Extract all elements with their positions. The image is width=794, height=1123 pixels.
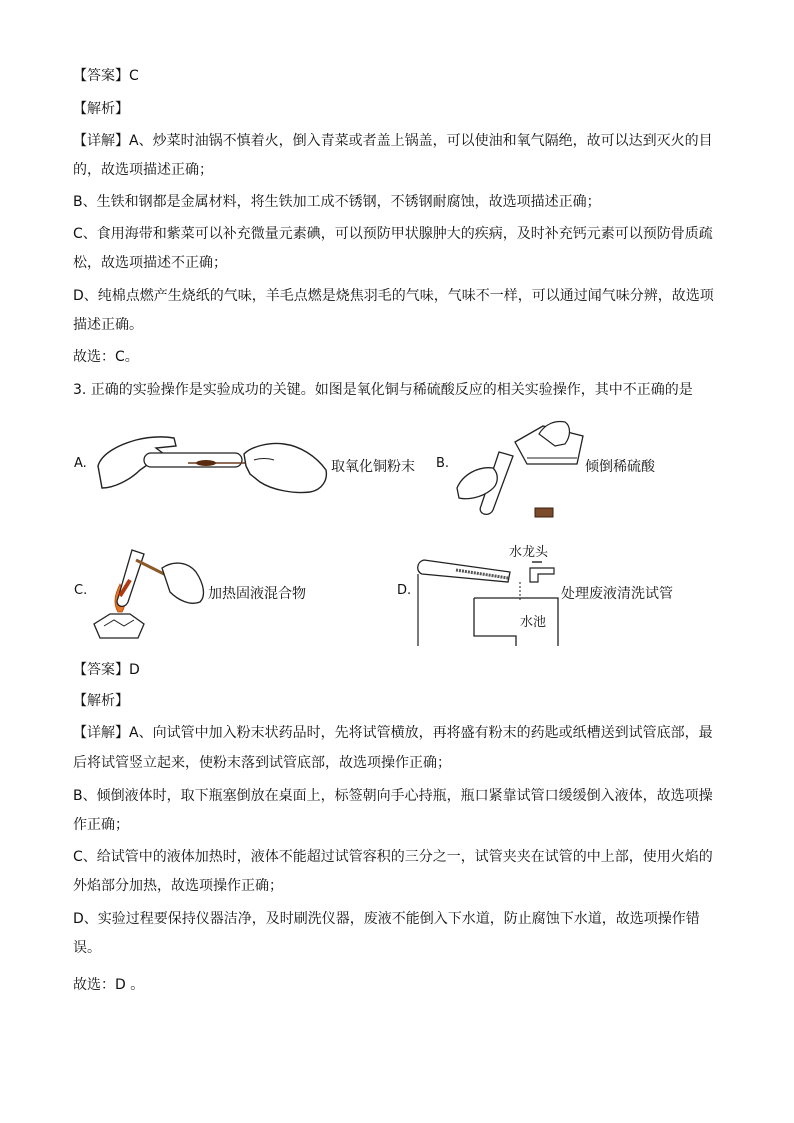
- figure-a-powder-scoop: [94, 430, 330, 496]
- q2-detail-d-line2: 描述正确。: [73, 317, 143, 333]
- option-d-caption: 处理废液清洗试管: [561, 586, 673, 602]
- q3-stem: 3. 正确的实验操作是实验成功的关键。如图是氧化铜与稀硫酸反应的相关实验操作，其中不正确的是: [73, 382, 693, 398]
- right-hand: [244, 443, 326, 492]
- option-c-caption: 加热固液混合物: [208, 586, 306, 602]
- option-b-caption: 倾倒稀硫酸: [585, 459, 655, 475]
- option-b-letter: B.: [436, 456, 450, 471]
- figure-c-heating: [90, 540, 210, 644]
- hand-holding-clamp: [162, 563, 203, 603]
- test-tube-horizontal: [144, 453, 242, 467]
- alcohol-lamp: [94, 614, 144, 638]
- q3-detail-d-line1: D、实验过程要保持仪器洁净，及时刷洗仪器，废液不能倒入下水道，防止腐蚀下水道，故选项操作错: [73, 911, 700, 927]
- q3-answer: 【答案】D: [73, 662, 140, 678]
- q3-detail-c-line1: C、给试管中的液体加热时，液体不能超过试管容积的三分之一，试管夹夹在试管的中上部，使用火焰的: [73, 849, 713, 865]
- q3-detail-d-line2: 误。: [73, 940, 101, 956]
- option-d-letter: D.: [397, 583, 412, 598]
- figure-b-pouring-acid: [455, 414, 585, 524]
- q2-analysis-heading: 【解析】: [73, 101, 129, 117]
- q2-detail-a-line2: 的，故选项描述正确；: [73, 162, 213, 178]
- q2-detail-c-line2: 松，故选项描述不正确；: [73, 255, 227, 271]
- q3-detail-b-line2: 作正确；: [73, 817, 129, 833]
- q3-detail-a-line1: 【详解】A、向试管中加入粉末状药品时，先将试管横放，再将盛有粉末的药匙或纸槽送到试管底部，最: [73, 725, 713, 741]
- q2-detail-a-line1: 【详解】A、炒菜时油锅不慎着火，倒入青菜或者盖上锅盖，可以使油和氧气隔绝，故可以达到灭火的目: [73, 133, 713, 149]
- option-c-letter: C.: [74, 583, 88, 598]
- tap-label: 水龙头: [509, 545, 549, 560]
- q2-detail-b: B、生铁和钢都是金属材料，将生铁加工成不锈钢，不锈钢耐腐蚀，故选项描述正确；: [73, 194, 601, 210]
- option-a-letter: A.: [74, 456, 87, 471]
- q2-answer: 【答案】C: [73, 68, 139, 84]
- q3-detail-a-line2: 后将试管竖立起来，使粉末落到试管底部，故选项操作正确；: [73, 755, 451, 771]
- q3-analysis-heading: 【解析】: [73, 693, 129, 709]
- figure-d-sink: [416, 558, 560, 646]
- heated-test-tube: [117, 550, 144, 606]
- option-a-caption: 取氧化铜粉末: [331, 459, 415, 475]
- q2-choice: 故选：C。: [73, 349, 139, 365]
- q3-choice: 故选：D 。: [73, 977, 145, 993]
- q2-detail-c-line1: C、食用海带和紫菜可以补充微量元素碘，可以预防甲状腺肿大的疾病，及时补充钙元素可以预防骨质疏: [73, 226, 713, 242]
- bottle-stopper: [535, 508, 553, 517]
- sink-label: 水池: [520, 615, 547, 630]
- water-tap: [530, 568, 554, 582]
- q3-detail-b-line1: B、倾倒液体时，取下瓶塞倒放在桌面上，标签朝向手心持瓶，瓶口紧靠试管口缓缓倒入液体，故选项操: [73, 788, 713, 804]
- q3-detail-c-line2: 外焰部分加热，故选项操作正确；: [73, 878, 283, 894]
- q2-detail-d-line1: D、纯棉点燃产生烧纸的气味，羊毛点燃是烧焦羽毛的气味，气味不一样，可以通过闻气味分辨，故选项: [73, 288, 714, 304]
- copper-oxide-powder: [196, 460, 216, 466]
